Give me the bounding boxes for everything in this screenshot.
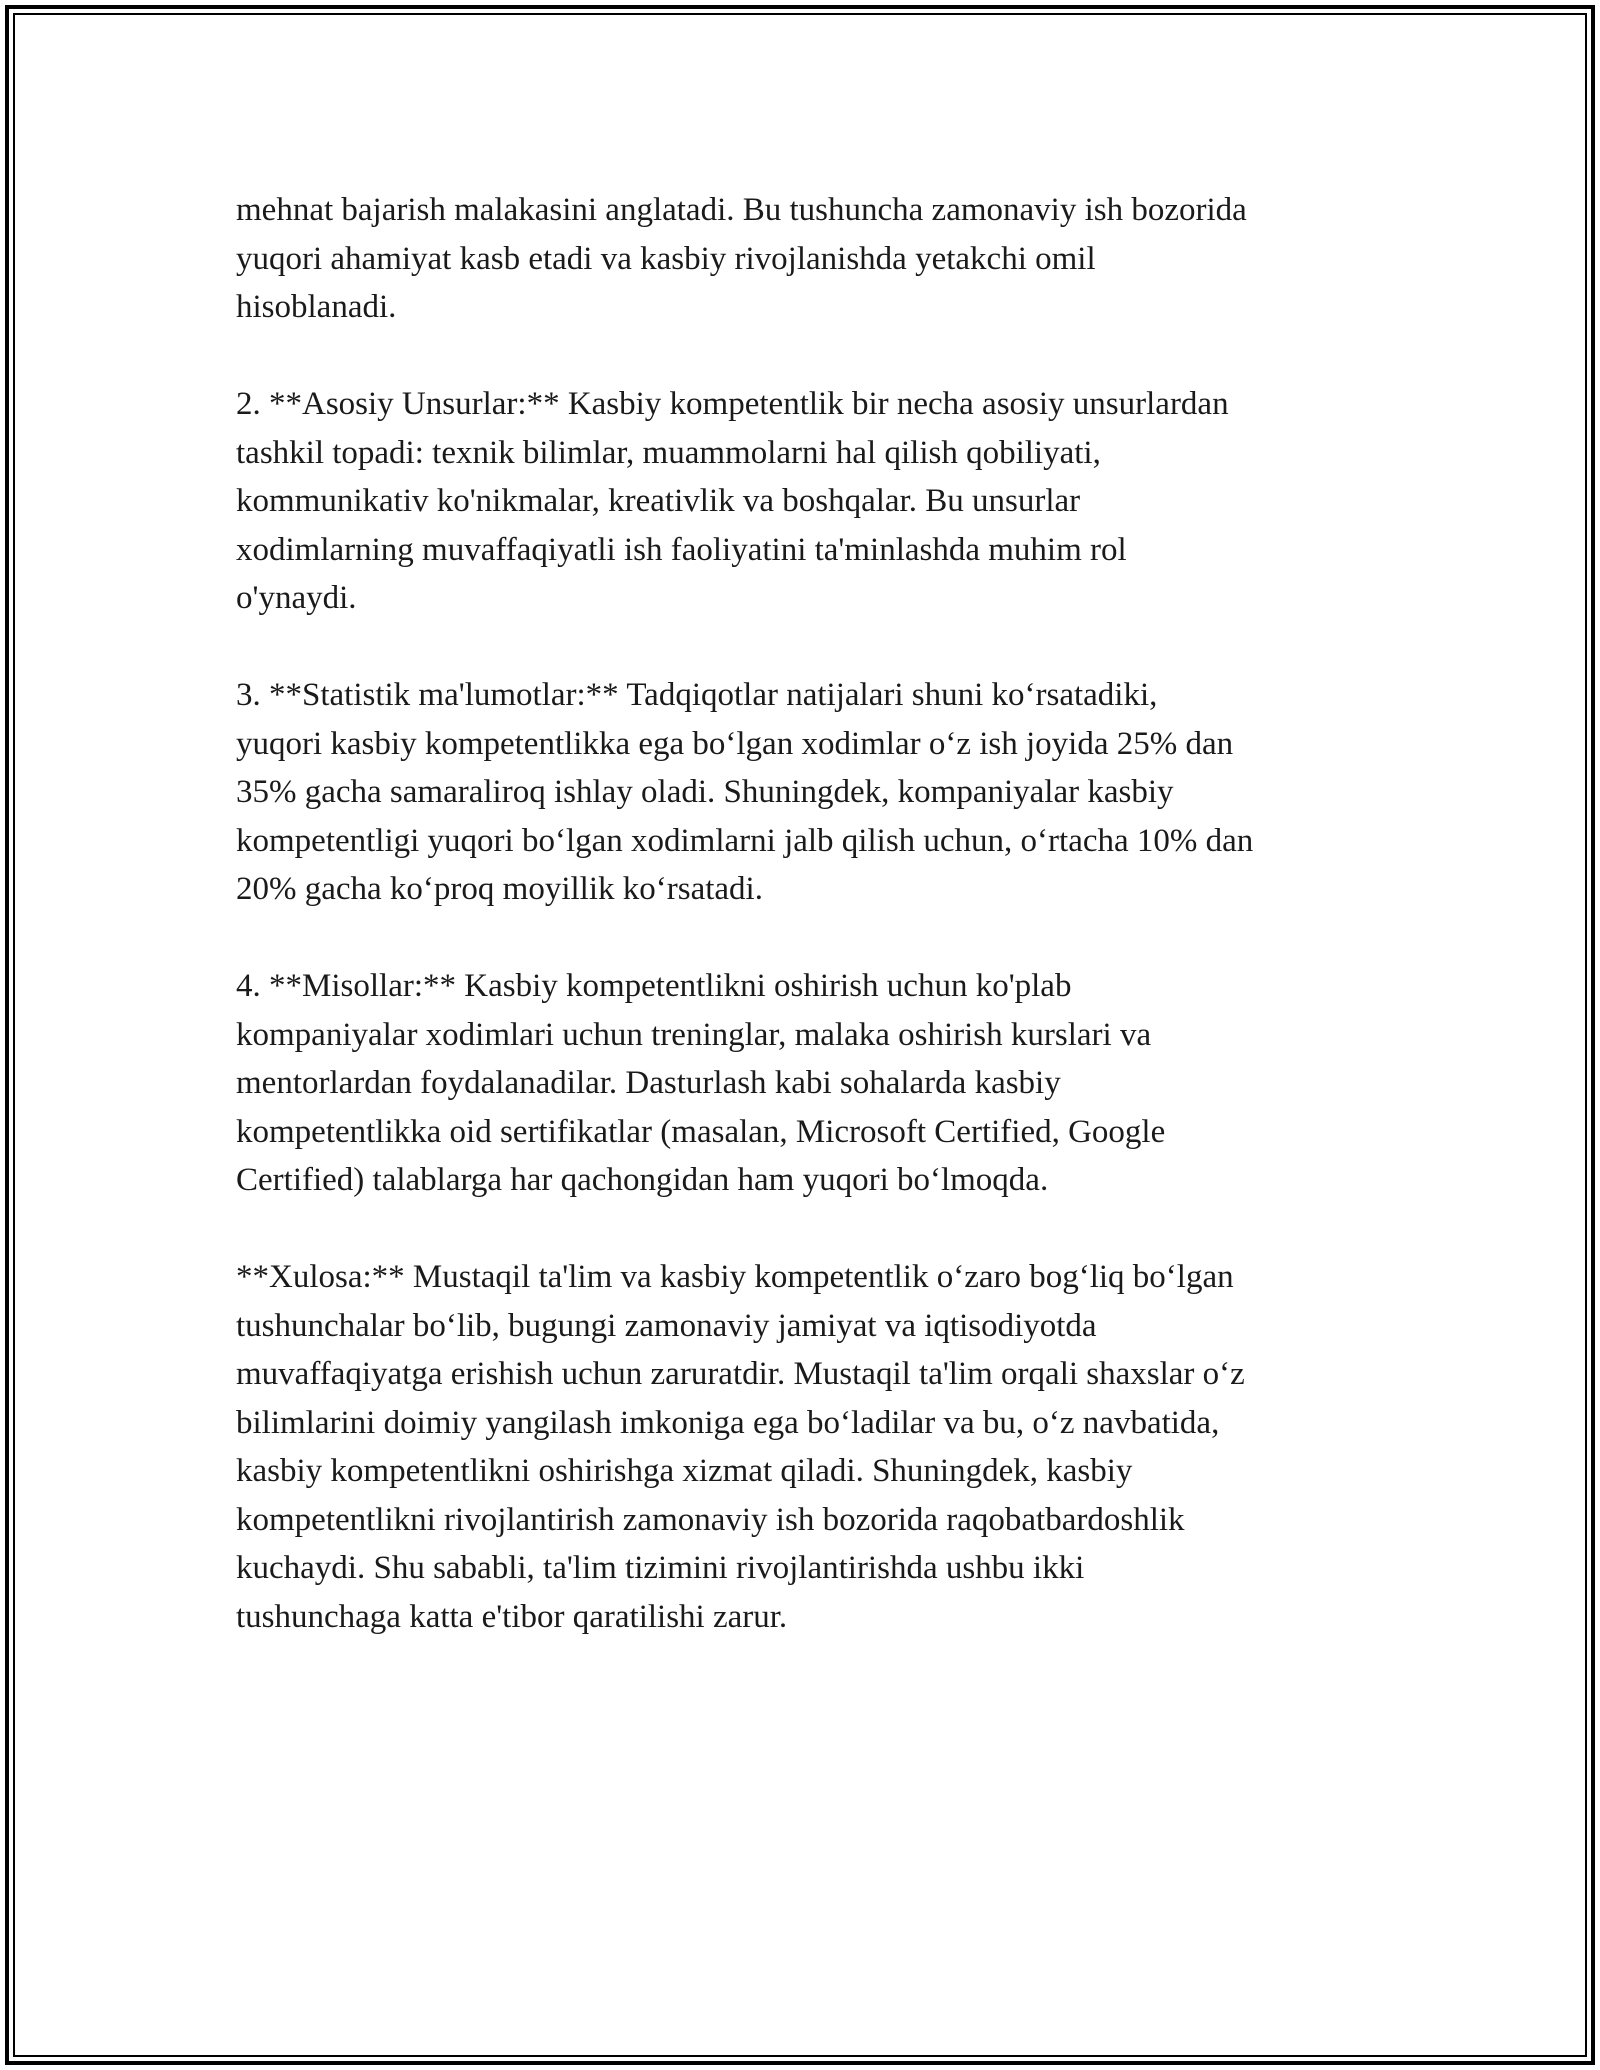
paragraph-asosiy-unsurlar: 2. **Asosiy Unsurlar:** Kasbiy kompetentlik bir necha asosiy unsurlardan tashkil topadi: texnik bilimlar, muammolarni hal qilish qobiliyati, kommunikativ ko'nikmalar, kreativlik va boshqalar. Bu unsurlar xodimlarning muvaffaqiyatli ish faoliyatini ta'minlashda muhim rol o'ynaydi.	[236, 386, 1229, 616]
paragraph-misollar: 4. **Misollar:** Kasbiy kompetentlikni oshirish uchun ko'plab kompaniyalar xodimlari uchun treninglar, malaka oshirish kurslari va mentorlardan foydalanadilar. Dasturlash kabi sohalarda kasbiy kompetentlikka oid sertifikatlar (masalan, Microsoft Certified, Google Certified) talablarga har qachongidan ham yuqori bo‘lmoqda.	[236, 968, 1166, 1198]
paragraph-xulosa: **Xulosa:** Mustaqil ta'lim va kasbiy kompetentlik o‘zaro bog‘liq bo‘lgan tushunchalar bo‘lib, bugungi zamonaviy jamiyat va iqtisodiyotda muvaffaqiyatga erishish uchun zaruratdir. Mustaqil ta'lim orqali shaxslar o‘z bilimlarini doimiy yangilash imkoniga ega bo‘ladilar va bu, o‘z navbatida, kasbiy kompetentlikni oshirishga xizmat qiladi. Shuningdek, kasbiy kompetentlikni rivojlantirish zamonaviy ish bozorida raqobatbardoshlik kuchaydi. Shu sababli, ta'lim tizimini rivojlantirishda ushbu ikki tushunchaga katta e'tibor qaratilishi zarur.	[236, 1259, 1245, 1635]
paragraph-definition-continuation: mehnat bajarish malakasini anglatadi. Bu tushuncha zamonaviy ish bozorida yuqori ahamiyat kasb etadi va kasbiy rivojlanishda yetakchi omil hisoblanadi.	[236, 192, 1247, 325]
document-body	[236, 186, 1386, 1641]
paragraph-statistik-malumotlar: 3. **Statistik ma'lumotlar:** Tadqiqotlar natijalari shuni ko‘rsatadiki, yuqori kasbiy kompetentlikka ega bo‘lgan xodimlar o‘z ish joyida 25% dan 35% gacha samaraliroq ishlay oladi. Shuningdek, kompaniyalar kasbiy kompetentligi yuqori bo‘lgan xodimlarni jalb qilish uchun, o‘rtacha 10% dan 20% gacha ko‘proq moyillik ko‘rsatadi.	[236, 677, 1254, 907]
